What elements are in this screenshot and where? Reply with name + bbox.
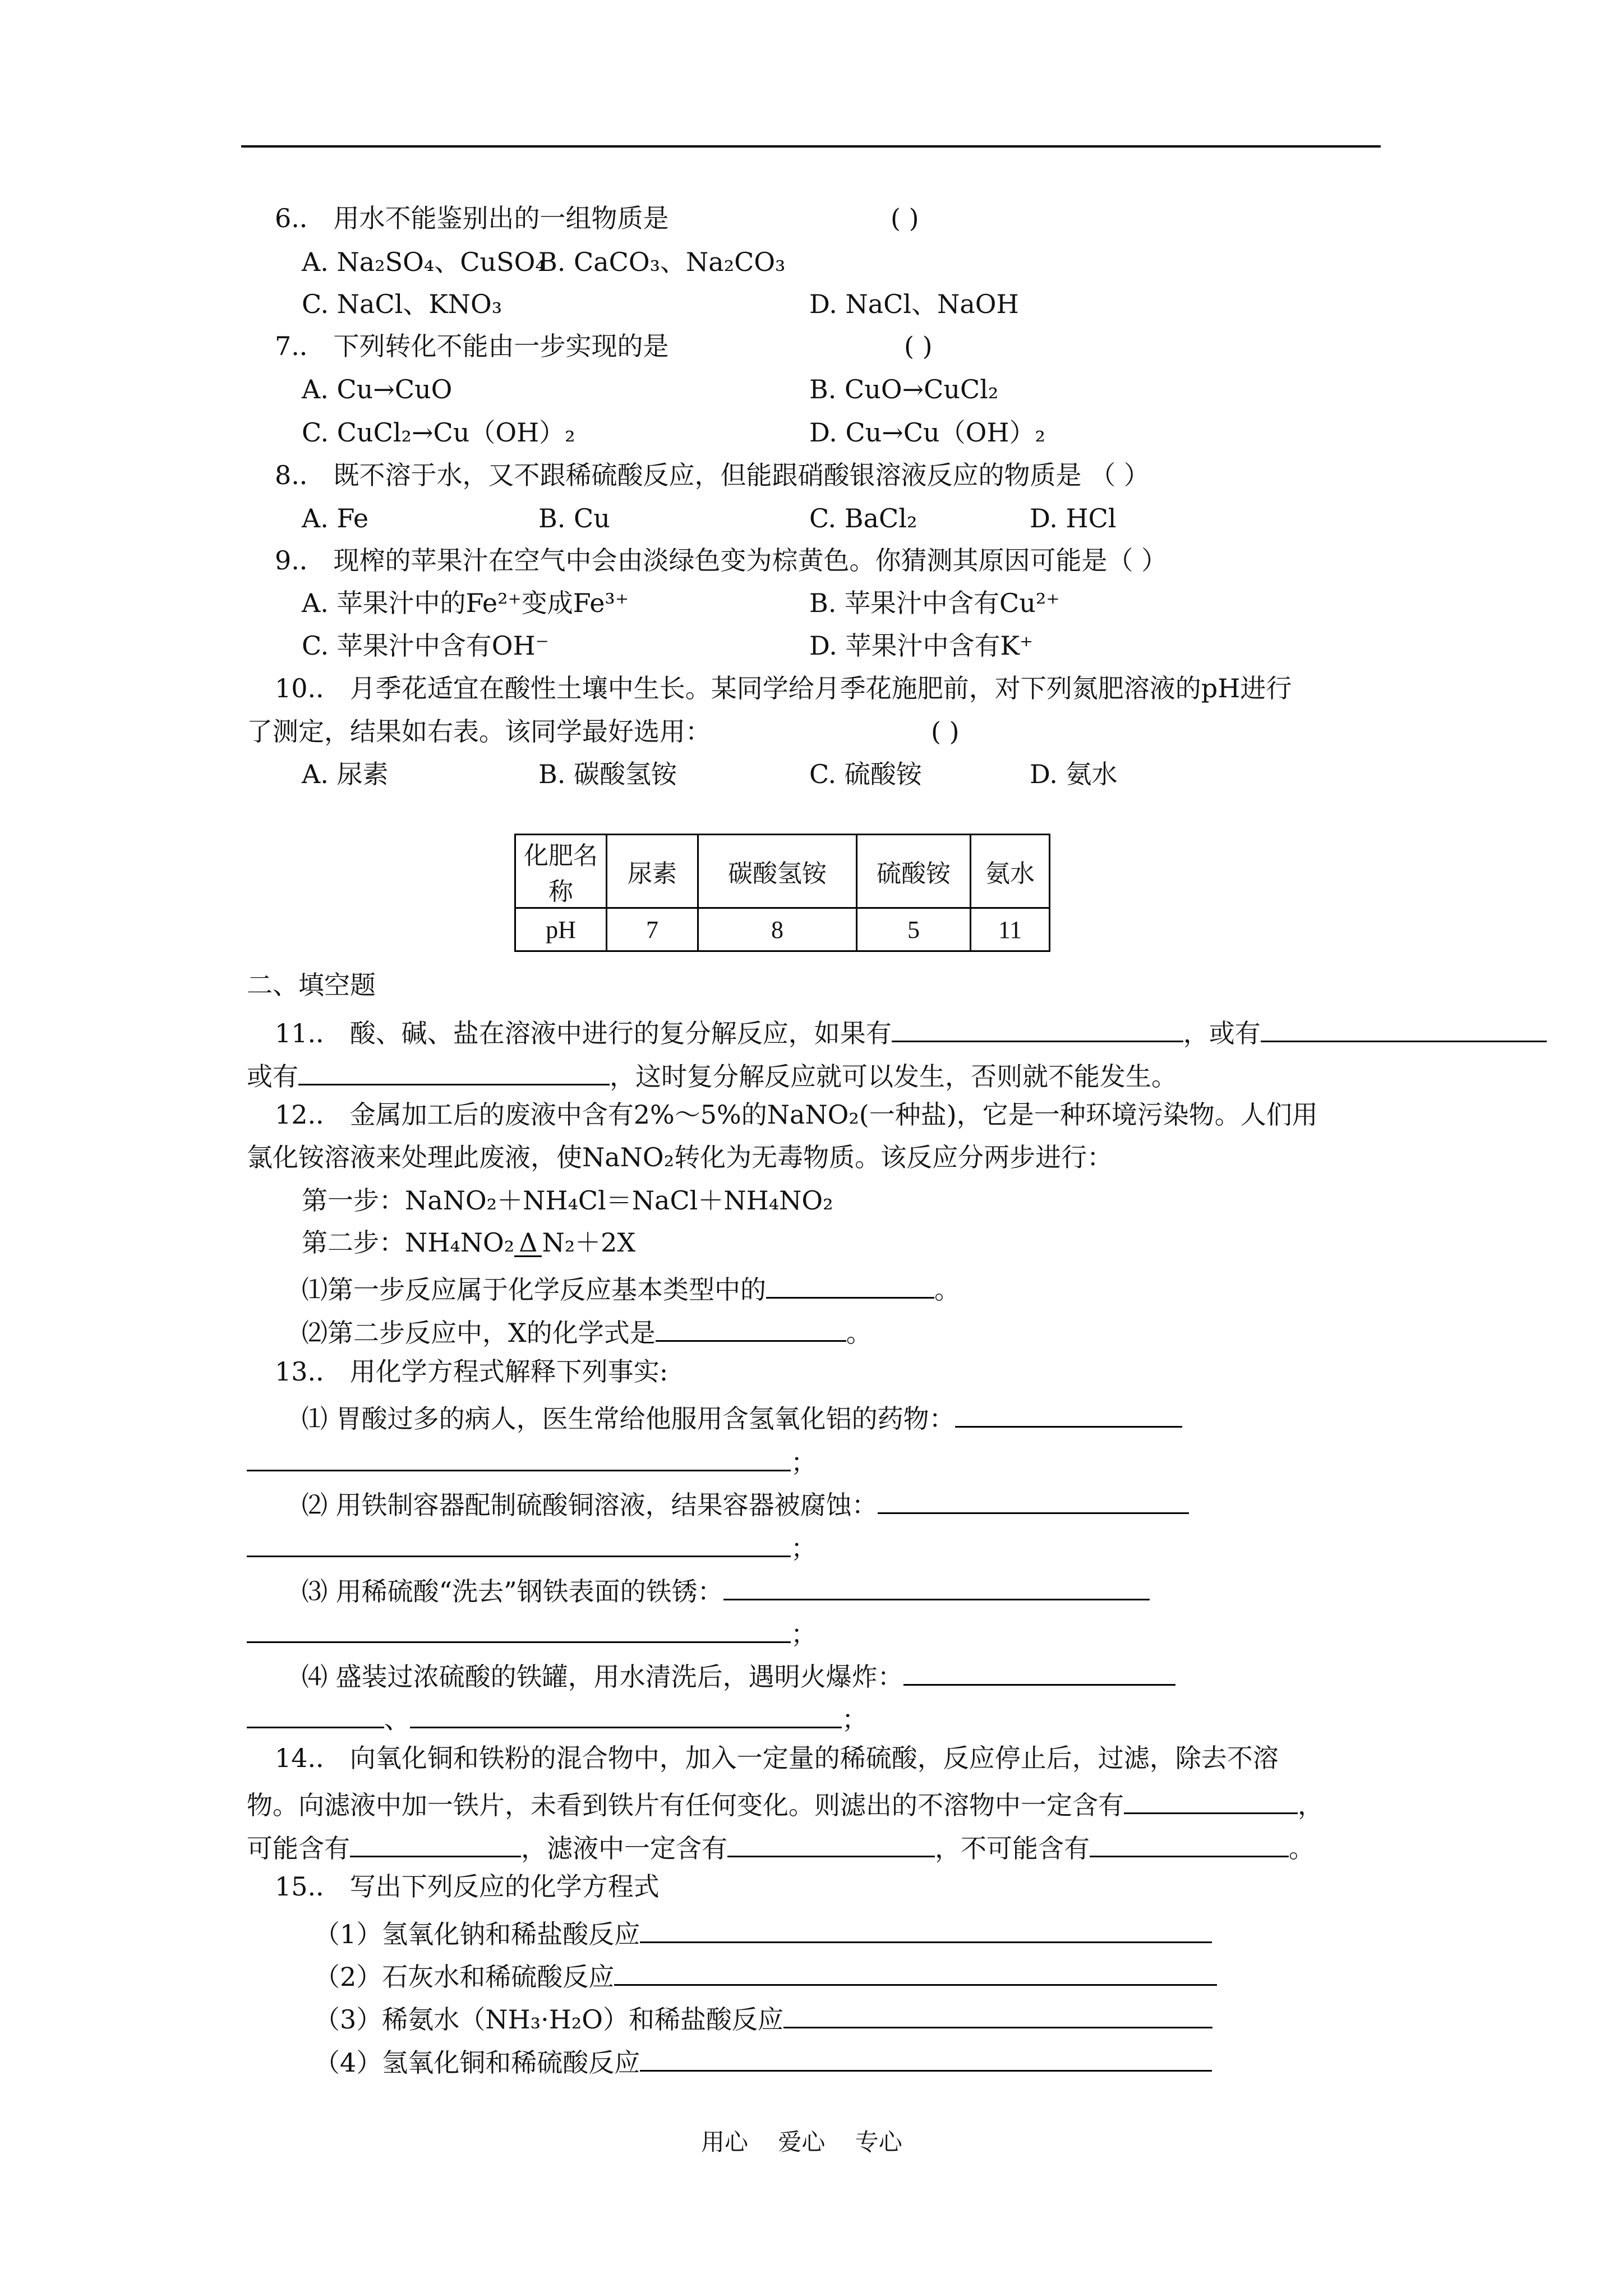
q12-step2-product: N₂＋2X (542, 1227, 636, 1258)
table-cell: 碳酸氢铵 (698, 835, 857, 908)
fertilizer-ph-table (514, 834, 1050, 952)
q12-step2 (302, 1227, 636, 1258)
q13-item2-blank-a[interactable] (878, 1488, 1189, 1514)
q15-item3 (314, 2002, 1212, 2035)
q12-line2: 氯化铵溶液来处理此废液，使NaNO₂转化为无毒物质。该反应分两步进行： (247, 1142, 1113, 1172)
q15-item4-text: （4）氢氧化铜和稀硫酸反应 (314, 2047, 640, 2078)
q12-blank-2[interactable] (656, 1315, 846, 1342)
q13-stem: 13.． 用化学方程式解释下列事实: (275, 1356, 668, 1387)
q10-option-b: B. 碳酸氢铵 (538, 759, 677, 789)
q10-option-d: D. 氨水 (1030, 759, 1118, 789)
q7-option-c: C. CuCl₂→Cu（OH）₂ (302, 417, 575, 448)
q13-item4-blank-a[interactable] (903, 1659, 1175, 1686)
q14-text-4: ，不可能含有 (935, 1833, 1090, 1864)
q6-option-a: A. Na₂SO₄、CuSO₄ (302, 247, 546, 277)
q6-option-b: B. CaCO₃、Na₂CO₃ (538, 247, 786, 277)
table-cell: 硫酸铵 (857, 835, 971, 908)
q15-item3-text: （3）稀氨水（NH₃·H₂O）和稀盐酸反应 (314, 2004, 783, 2035)
q14-text-2: 可能含有 (247, 1833, 350, 1864)
heat-delta-icon: Δ (514, 1230, 542, 1257)
q13-item3-cont (247, 1617, 817, 1647)
q11-blank-3[interactable] (298, 1059, 610, 1085)
q15-item4 (314, 2045, 1212, 2076)
q8-option-d: D. HCl (1030, 503, 1117, 533)
table-cell: pH (515, 908, 607, 951)
q13-item1-blank-b[interactable] (247, 1445, 791, 1471)
q10-answer-paren: ( ) (931, 716, 960, 747)
q13-item4-comma: 、 (384, 1704, 410, 1734)
q10-line2: 了测定，结果如右表。该同学最好选用： (247, 716, 711, 747)
page-footer: 用心 爱心 专心 (701, 2128, 902, 2156)
q13-item4-blank-c[interactable] (410, 1702, 842, 1728)
q8-stem: 8.． 既不溶于水，又不跟稀硫酸反应，但能跟硝酸银溶液反应的物质是 （ ） (275, 460, 1150, 490)
q8-option-c: C. BaCl₂ (809, 503, 917, 533)
q11-line2 (247, 1059, 1177, 1092)
q13-item1-cont (247, 1445, 817, 1478)
table-cell: 11 (971, 908, 1050, 951)
q13-item2-cont (247, 1531, 817, 1561)
table-cell: 8 (698, 908, 857, 951)
q15-item4-blank[interactable] (640, 2045, 1212, 2072)
q8-option-b: B. Cu (538, 503, 610, 533)
q14-blank-1[interactable] (1124, 1788, 1298, 1814)
q13-item3-blank-b[interactable] (247, 1617, 791, 1643)
q6-option-d: D. NaCl、NaOH (809, 289, 1019, 319)
q11-blank-1[interactable] (892, 1016, 1183, 1042)
q12-sub1-text: ⑴第一步反应属于化学反应基本类型中的 (302, 1274, 766, 1305)
q13-item1-semicolon: ； (791, 1447, 817, 1478)
q14-text-5: 。 (1289, 1833, 1315, 1864)
q15-item2-blank[interactable] (614, 1959, 1217, 1986)
q14-line2 (247, 1788, 1324, 1818)
q11-text-3: 或有 (247, 1061, 298, 1092)
q15-item1-text: （1）氢氧化钠和稀盐酸反应 (314, 1919, 640, 1949)
q13-item3-text: ⑶ 用稀硫酸“洗去”钢铁表面的铁锈： (302, 1576, 723, 1607)
q7-option-b: B. CuO→CuCl₂ (809, 374, 999, 404)
table-cell: 化肥名称 (515, 835, 607, 908)
q13-item4 (302, 1659, 1175, 1690)
q9-stem: 9.． 现榨的苹果汁在空气中会由淡绿色变为棕黄色。你猜测其原因可能是（ ） (275, 545, 1168, 576)
q6-option-c: C. NaCl、KNO₃ (302, 289, 502, 319)
q12-line1: 12.． 金属加工后的废液中含有2%～5%的NaNO₂(一种盐)，它是一种环境污染物。人们用 (275, 1099, 1318, 1130)
q14-text-1: 物。向滤液中加一铁片，未看到铁片有任何变化。则滤出的不溶物中一定含有 (247, 1790, 1124, 1820)
q15-item2 (314, 1959, 1217, 1990)
q13-item4-cont (247, 1702, 868, 1732)
q7-option-a: A. Cu→CuO (302, 374, 453, 404)
q7-answer-paren: ( ) (904, 331, 933, 361)
q12-sub2 (302, 1315, 872, 1346)
table-cell: 5 (857, 908, 971, 951)
q13-item2 (302, 1488, 1189, 1518)
header-rule (241, 145, 1381, 148)
q12-step2-reactant: 第二步：NH₄NO₂ (302, 1227, 515, 1258)
q15-stem: 15.． 写出下列反应的化学方程式 (275, 1871, 660, 1902)
q6-stem: 6.． 用水不能鉴别出的一组物质是 (275, 203, 669, 233)
q14-text-1-end: ， (1298, 1790, 1324, 1820)
q12-sub1 (302, 1272, 960, 1303)
q14-line1: 14.． 向氧化铜和铁粉的混合物中，加入一定量的稀硫酸，反应停止后，过滤，除去不溶 (275, 1743, 1279, 1773)
q9-option-c: C. 苹果汁中含有OH⁻ (302, 631, 549, 661)
q9-option-b: B. 苹果汁中含有Cu²⁺ (809, 588, 1060, 618)
q13-item1-text: ⑴ 胃酸过多的病人，医生常给他服用含氢氧化铝的药物： (302, 1404, 955, 1434)
q13-item4-text: ⑷ 盛装过浓硫酸的铁罐，用水清洗后，遇明火爆炸： (302, 1662, 903, 1692)
q13-item4-semicolon: ； (842, 1704, 868, 1734)
q11-text-2: ，或有 (1183, 1018, 1261, 1048)
q14-text-3: ，滤液中一定含有 (521, 1833, 727, 1864)
q13-item1 (302, 1401, 1182, 1432)
q13-item2-text: ⑵ 用铁制容器配制硫酸铜溶液，结果容器被腐蚀： (302, 1490, 878, 1520)
q13-item2-semicolon: ； (791, 1533, 817, 1563)
q11-line1 (275, 1016, 1547, 1046)
q15-item1-blank[interactable] (640, 1917, 1212, 1943)
q8-option-a: A. Fe (302, 503, 369, 533)
table-row (515, 908, 1050, 951)
q15-item1 (314, 1917, 1212, 1947)
q11-blank-2[interactable] (1261, 1016, 1547, 1042)
q13-item1-blank-a[interactable] (955, 1401, 1182, 1428)
q14-blank-2[interactable] (350, 1831, 521, 1857)
q12-step1: 第一步：NaNO₂＋NH₄Cl＝NaCl＋NH₄NO₂ (302, 1185, 833, 1216)
q12-sub1-end: 。 (934, 1274, 960, 1305)
q12-sub2-text: ⑵第二步反应中，X的化学式是 (302, 1318, 656, 1348)
table-cell: 氨水 (971, 835, 1050, 908)
q14-line3 (247, 1831, 1315, 1864)
table-cell: 7 (607, 908, 698, 951)
q7-option-d: D. Cu→Cu（OH）₂ (809, 417, 1045, 448)
q13-item4-blank-b[interactable] (247, 1702, 384, 1728)
section-heading-fill-in: 二、填空题 (247, 970, 376, 1000)
q7-stem: 7.． 下列转化不能由一步实现的是 (275, 331, 669, 361)
q11-text-1: 11.． 酸、碱、盐在溶液中进行的复分解反应，如果有 (275, 1018, 892, 1048)
q13-item2-blank-b[interactable] (247, 1531, 791, 1557)
q14-blank-4[interactable] (1090, 1831, 1289, 1857)
q9-option-d: D. 苹果汁中含有K⁺ (809, 631, 1034, 661)
q6-answer-paren: ( ) (891, 203, 919, 233)
q13-item3 (302, 1574, 1150, 1607)
q12-blank-1[interactable] (766, 1272, 934, 1299)
table-row (515, 835, 1050, 908)
q10-option-a: A. 尿素 (302, 759, 389, 789)
q14-blank-3[interactable] (727, 1831, 935, 1857)
q15-item3-blank[interactable] (783, 2002, 1212, 2028)
q11-text-4: ，这时复分解反应就可以发生，否则就不能发生。 (610, 1061, 1177, 1092)
q15-item2-text: （2）石灰水和稀硫酸反应 (314, 1962, 615, 1992)
q10-option-c: C. 硫酸铵 (809, 759, 922, 789)
q13-item3-blank-a[interactable] (723, 1574, 1150, 1600)
q10-line1: 10.． 月季花适宜在酸性土壤中生长。某同学给月季花施肥前，对下列氮肥溶液的pH进行 (275, 673, 1292, 703)
q9-option-a: A. 苹果汁中的Fe²⁺变成Fe³⁺ (302, 588, 629, 618)
table-cell: 尿素 (607, 835, 698, 908)
q13-item3-semicolon: ； (791, 1619, 817, 1649)
q12-sub2-end: 。 (846, 1318, 872, 1348)
